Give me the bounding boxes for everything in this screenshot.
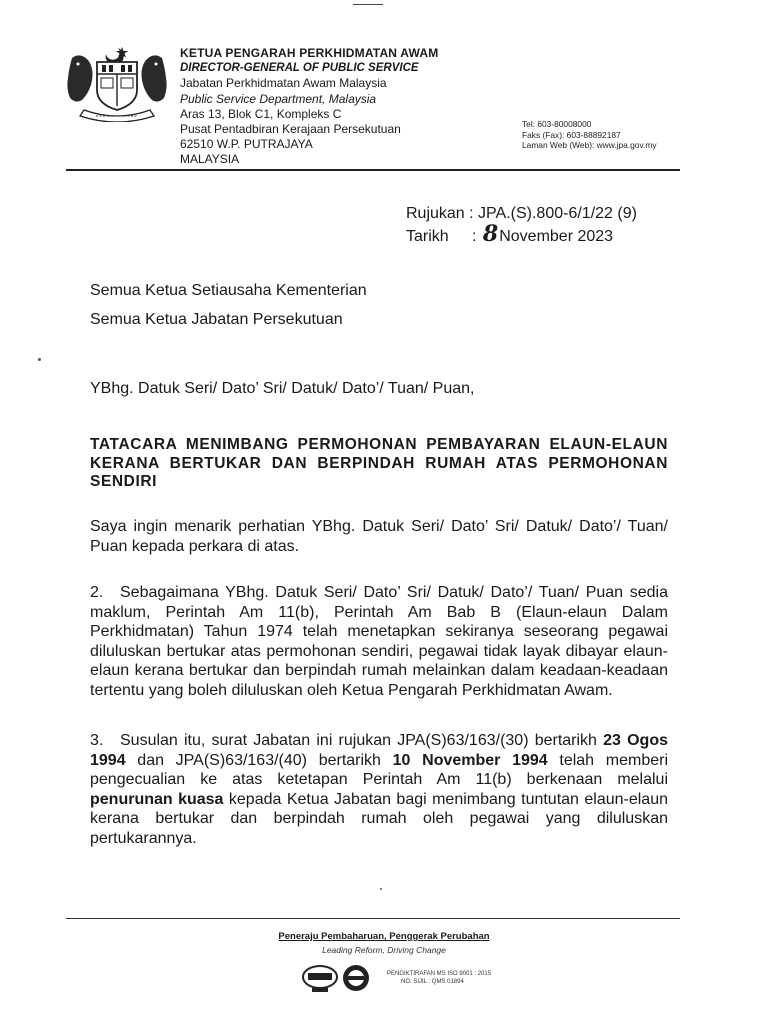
scan-mark xyxy=(353,4,383,5)
letter-subject: TATACARA MENIMBANG PERMOHONAN PEMBAYARAN ELAUN-ELAUN KERANA BERTUKAR DAN BERPINDAH RUMAH ATAS PERMOHONAN SENDIRI xyxy=(90,436,668,490)
ref-label: Rujukan xyxy=(406,205,465,222)
certification-text xyxy=(387,970,491,986)
certification-standard: PENGIKTIRAFAN MS ISO 9001 : 2015 xyxy=(387,971,492,977)
paragraph-3-text: Susulan itu, surat Jabatan ini rujukan JPA(S)63/163/(30) bertarikh xyxy=(120,732,604,749)
letterhead-title: KETUA PENGARAH PERKHIDMATAN AWAM xyxy=(180,46,439,60)
contact-tel: Tel: 603-80008000 xyxy=(522,119,592,129)
paragraph-2 xyxy=(90,583,668,701)
salutation: YBhg. Datuk Seri/ Dato’ Sri/ Datuk/ Dato’/ Tuan/ Puan, xyxy=(90,380,475,397)
date-emphasis: 23 Ogos 1994 xyxy=(90,732,668,769)
scan-speck xyxy=(380,888,382,890)
letterhead xyxy=(180,46,438,168)
reference-block xyxy=(406,203,637,247)
contact-web: Laman Web (Web): www.jpa.gov.my xyxy=(522,140,657,151)
footer-motto-en: Leading Reform, Driving Change xyxy=(322,945,446,955)
paragraph-3 xyxy=(90,731,668,849)
paragraph-number: 2. xyxy=(90,584,104,601)
term-emphasis: penurunan kuasa xyxy=(90,790,224,808)
recipient-line: Semua Ketua Jabatan Persekutuan xyxy=(90,311,343,328)
contact-fax: Faks (Fax): 603-88892187 xyxy=(522,129,621,140)
letterhead-address-line: MALAYSIA xyxy=(180,152,240,167)
scan-speck xyxy=(38,358,41,361)
paragraph-3-text: dan JPA(S)63/163/(40) bertarikh xyxy=(125,751,393,769)
coat-of-arms-icon xyxy=(62,44,172,122)
paragraph-2-text: Sebagaimana YBhg. Datuk Seri/ Dato’ Sri/ Datuk/ Dato’/ Tuan/ Puan sedia maklum, Perintah Am 11(b), Perintah Am Bab B (Elaun-elaun Dalam Perkhidmatan) Tahun 1974 telah menetapkan sekiranya seseorang pegawai diluluskan bertukar atas permohonan sendiri, pegawai tidak layak dibayar elaun-elaun kerana bertukar dan berpindah rumah melainkan dalam keadaan-keadaan tertentu yang boleh diluluskan oleh Ketua Pengarah Perkhidmatan Awam. xyxy=(90,584,668,699)
letterhead-title-en: DIRECTOR-GENERAL OF PUBLIC SERVICE xyxy=(180,62,419,75)
paragraph-1: Saya ingin menarik perhatian YBhg. Datuk Seri/ Dato’ Sri/ Datuk/ Dato’/ Tuan/ Puan kepada perkara di atas. xyxy=(90,518,668,555)
date-emphasis: 10 November 1994 xyxy=(392,751,548,769)
footer-divider xyxy=(66,918,680,919)
recipient-line: Semua Ketua Setiausaha Kementerian xyxy=(90,282,367,299)
date-day-handwritten: 8 xyxy=(482,221,499,247)
ref-value: : JPA.(S).800-6/1/22 (9) xyxy=(469,205,637,222)
date-label: Tarikh xyxy=(406,228,449,245)
date-month-year: November 2023 xyxy=(499,228,614,245)
certification-logos-icon xyxy=(300,964,380,994)
letterhead-address-line: Pusat Pentadbiran Kerajaan Persekutuan xyxy=(180,122,401,137)
certification-number: NO. SIJIL : QMS 01894 xyxy=(401,979,464,985)
paragraph-number: 3. xyxy=(90,732,104,749)
paragraph-3-text: telah memberi pengecualian ke atas ketetapan Perintah Am 11(b) berkenaan melalui xyxy=(90,751,668,789)
date-separator: : xyxy=(472,228,477,245)
footer-motto: Peneraju Pembaharuan, Penggerak Perubahan xyxy=(278,931,490,942)
paragraph-3-text: kepada Ketua Jabatan bagi menimbang tuntutan elaun-elaun kerana bertukar dan berpindah rumah oleh pegawai yang diluluskan pertukarannya. xyxy=(90,790,668,847)
letterhead-dept-en: Public Service Department, Malaysia xyxy=(180,91,377,106)
header-divider xyxy=(66,169,680,171)
letterhead-dept: Jabatan Perkhidmatan Awam Malaysia xyxy=(180,76,387,91)
letterhead-address-line: Aras 13, Blok C1, Kompleks C xyxy=(180,106,342,121)
contact-info xyxy=(522,119,657,151)
letterhead-address-line: 62510 W.P. PUTRAJAYA xyxy=(180,137,313,152)
